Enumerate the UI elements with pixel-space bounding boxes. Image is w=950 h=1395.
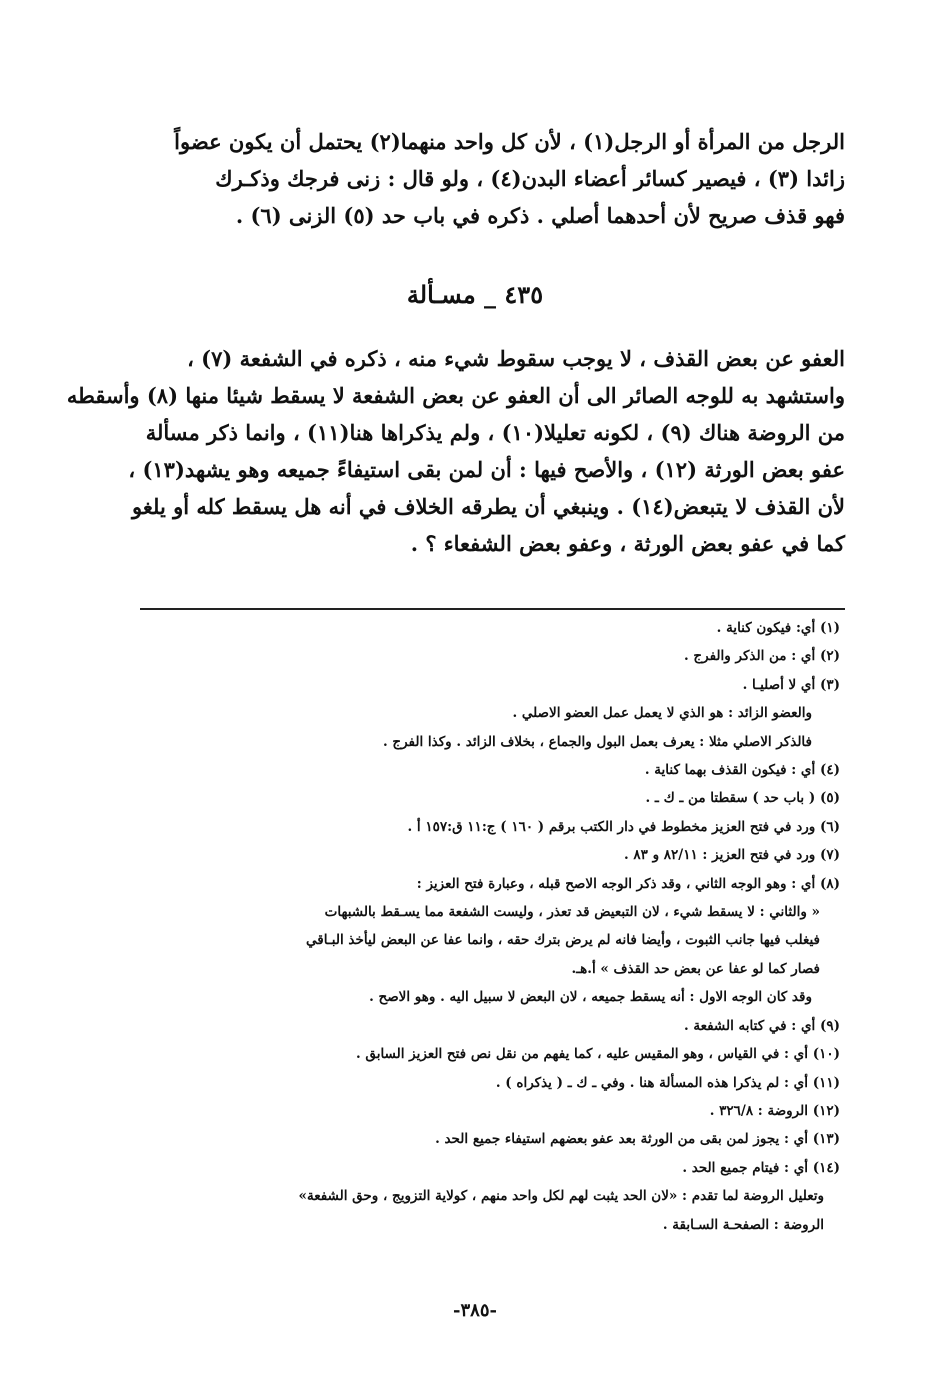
footnote-line: وقد كان الوجه الاول : أنه يسقط جميعه ، لان البعض لا سبيل اليه . وهو الاصح . — [369, 989, 812, 1006]
section-heading: ٤٣٥ _ مسـألة — [406, 280, 544, 309]
footnote-line: (١٢) الروضة : ٣٢٦/٨ . — [709, 1102, 840, 1119]
text-line: العفو عن بعض القذف ، لا يوجب سقوط شيء منه ، ذكره في الشفعة (٧) ، — [187, 346, 845, 371]
footnotes — [100, 614, 840, 1239]
footnote-line: (٥) ( باب حد ) سقطتا من ـ ك ـ . — [645, 790, 840, 807]
text-line: الرجل من المرأة أو الرجل(١) ، لأن كل واحد منهما(٢) يحتمل أن يكون عضواً — [174, 129, 845, 154]
footnote-line: والعضو الزائد : هو الذي لا يعمل عمل العضو الاصلي . — [512, 705, 812, 722]
footnote-line: (٦) ورد في فتح العزيز مخطوط في دار الكتب برقم ( ١٦٠ ) ج:١١ ق:١٥٧ أ . — [407, 818, 840, 835]
footnote-line: (٩) أي : في كتابه الشفعة . — [683, 1017, 840, 1034]
issue-paragraph — [66, 340, 845, 562]
text-line: كما في عفو بعض الورثة ، وعفو بعض الشفعاء ؟ . — [410, 531, 845, 556]
footnote-line: (٣) أي لا أصليـا . — [742, 676, 840, 693]
footnote-line: (٨) أي : وهو الوجه الثاني ، وقد ذكر الوجه الاصح قبله ، وعبارة فتح العزيز : — [416, 875, 840, 892]
text-line: عفو بعض الورثة (١٢) ، والأصح فيها : أن لمن بقى استيفاءً جميعه وهو يشهد(١٣) ، — [128, 457, 845, 482]
footnote-line: (١٠) أي : في القياس ، وهو المقيس عليه ، كما يفهم من نقل نص فتح العزيز السابق . — [356, 1046, 840, 1063]
page-number: -٣٨٥- — [453, 1300, 497, 1321]
footnote-line: (١٤) أي : فيتام جميع الحد . — [682, 1159, 840, 1176]
footnote-line: وتعليل الروضة لما تقدم : «لان الحد يثبت لهم لكل واحد منهم ، كولاية التزويج ، وحق الشفعة» — [298, 1188, 824, 1205]
footnote-line: (٧) ورد في فتح العزيز : ٨٢/١١ و ٨٣ . — [623, 847, 840, 864]
footnote-line: فصار كما لو عفا عن بعض حد القذف » أ.هـ. — [571, 960, 820, 977]
text-line: فهو قذف صريح لأن أحدهما أصلي . ذكره في باب حد (٥) الزنى (٦) . — [235, 203, 845, 228]
footnote-separator — [140, 608, 845, 610]
footnote-line: (١٣) أي : يجوز لمن بقى من الورثة بعد عفو بعضهم استيفاء جميع الحد . — [435, 1131, 840, 1148]
text-line: زائدا (٣) ، فيصير كسائر أعضاء البدن(٤) ، ولو قال : زنى فرجك وذكـرك — [215, 166, 845, 191]
footnote-line: (١١) أي : لم يذكرا هذه المسألة هنا . وفي ـ ك ـ ( يذكراه ) . — [495, 1074, 840, 1091]
footnote-line: « والثاني : لا يسقط شيء ، لان التبعيض قد تعذر ، وليست الشفعة مما يسـقط بالشبهات — [324, 904, 820, 921]
footnote-line: (٤) أي : فيكون القذف بهما كناية . — [644, 762, 840, 779]
footnote-line: (٢) أي : من الذكر والفرج . — [684, 648, 840, 665]
footnote-line: فيغلب فيها جانب الثبوت ، وأيضا فانه لم يرض بترك حقه ، وانما عفا عن البعض ليأخذ البـاقي — [306, 932, 820, 949]
footnote-line: فالذكر الاصلي مثلا : يعرف بعمل البول والجماع ، بخلاف الزائد . وكذا الفرج . — [382, 733, 812, 750]
text-line: واستشهد به للوجه الصائر الى أن العفو عن بعض الشفعة لا يسقط شيئا منها (٨) وأسقطه — [66, 383, 845, 408]
text-line: لأن القذف لا يتبعض(١٤) . وينبغي أن يطرقه الخلاف في أنه هل يسقط كله أو يلغو — [132, 494, 845, 519]
footnote-line: (١) أي: فيكون كناية . — [716, 620, 840, 636]
footnote-line: الروضة : الصفحـة السـابقة . — [662, 1216, 824, 1233]
text-line: من الروضة هناك (٩) ، لكونه تعليلا(١٠) ، ولم يذكراها هنا(١١) ، وانما ذكر مسألة — [145, 420, 845, 445]
paragraph-continuation — [105, 123, 845, 234]
